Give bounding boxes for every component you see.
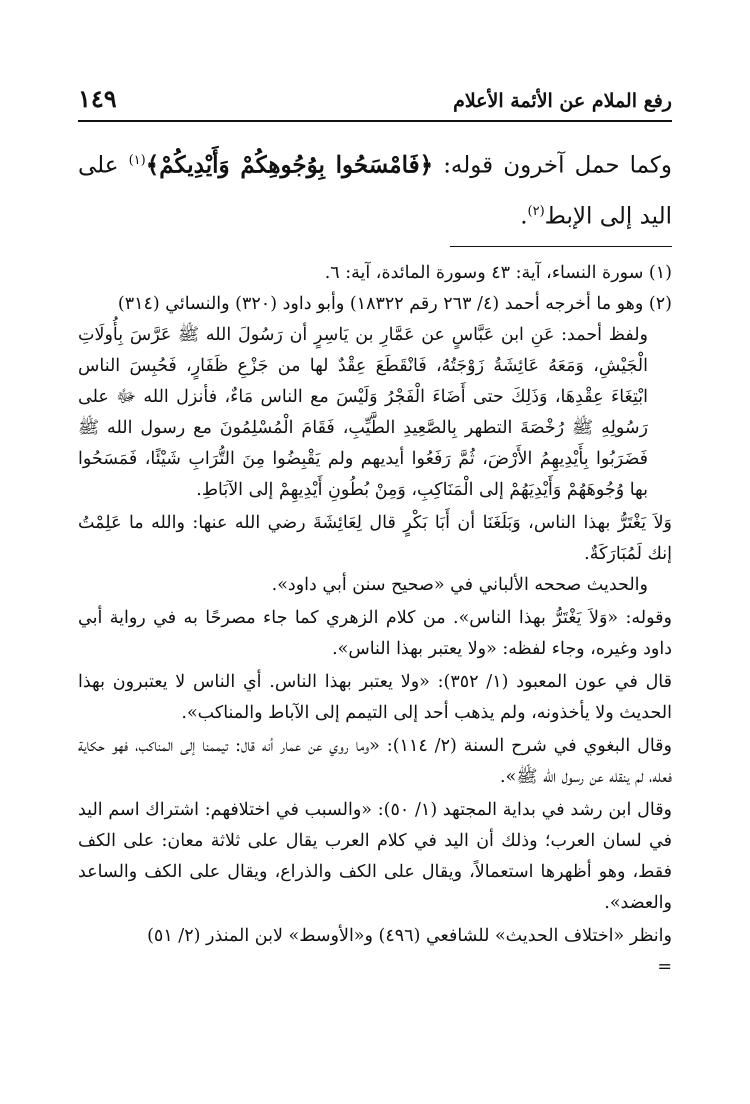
zuhri-note: وقوله: «وَلاَ يَغْتَرُّ بهذا الناس». من كلام الزهري كما جاء مصرحًا به في رواية أبي داود وغيره، وجاء لفظه: «ولا يعتبر بهذا الناس».: [78, 608, 672, 659]
continuation-mark: =: [657, 957, 672, 977]
quran-verse: ﴿فَامْسَحُوا بِوُجُوهِكُمْ وَأَيْدِيكُمْ﴾: [145, 151, 434, 179]
running-header: [78, 80, 672, 122]
footnotes: [78, 258, 672, 983]
footnote-2-intro: (٢) وهو ما أخرجه أحمد (٤/ ٢٦٣ رقم ١٨٣٢٢) وأبو داود (٣٢٠) والنسائي (٣١٤): [117, 294, 672, 314]
ahmad-hadith-text: ولفظ أحمد: عَنِ ابن عَبَّاسٍ عن عَمَّارِ بن يَاسِرٍ أن رَسُولَ الله ﷺ عَرَّسَ بِأُولَاتِ الْجَيْشِ، وَمَعَهُ عَائِشَةُ زَوْجَتُهُ، فَانْقَطَعَ عِقْدٌ لها من جَزْعِ ظَفَارٍ، فَحُبِسَ الناس ابْتِغَاءَ عِقْدِهَا، وَذَلِكَ حتى أَضَاءَ الْفَجْرُ وَلَيْسَ مع الناس مَاءٌ، فأنزل الله ﷻ على رَسُولِهِ ﷺ رُخْصَةَ التطهر بِالصَّعِيدِ الطَّيِّبِ، فَقَامَ الْمُسْلِمُونَ مع رسول الله ﷺ فَضَرَبُوا بِأَيْدِيهِمُ الأَرْضَ، ثُمَّ رَفَعُوا أيديهم ولم يَقْبِضُوا مِنَ التُّرَابِ شَيْئًا، فَمَسَحُوا بها وُجُوهَهُمْ وَأَيْدِيَهُمْ إلى الْمَنَاكِبِ، وَمِنْ بُطُونِ أَيْدِيهِمْ إلى الآبَاطِ.: [78, 325, 648, 500]
footnote-separator: [450, 246, 672, 247]
ahmad-hadith-continuation: وَلاَ يَغْتَرُّ بهذا الناس، وَبَلَغَنَا أن أَبَا بَكْرٍ قال لِعَائِشَةَ رضي الله عنها: والله ما عَلِمْتُ إنك لَمُبَارَكَةٌ.: [78, 513, 672, 564]
albani-grading: والحديث صححه الألباني في «صحيح سنن أبي داود».: [271, 575, 648, 595]
footnote-1: (١) سورة النساء، آية: ٤٣ وسورة المائدة، آية: ٦.: [324, 263, 672, 283]
footnote-ref-2[interactable]: (٢): [527, 203, 545, 219]
main-text: [78, 138, 672, 239]
baghawi-quote: وقال البغوي في شرح السنة (٢/ ١١٤): «وما روي عن عمار أنه قال: تيممنا إلى المناكب، فهو حكاية فعله، لم ينقله عن رسول الله ﷺ».: [78, 736, 672, 787]
book-title: رفع الملام عن الأئمة الأعلام: [453, 90, 672, 112]
see-also-reference: وانظر «اختلاف الحديث» للشافعي (٤٩٦) و«الأوسط» لابن المنذر (٢/ ٥١): [147, 926, 672, 946]
footnote-ref-1[interactable]: (١): [128, 153, 146, 168]
awn-al-mabud-quote: قال في عون المعبود (١/ ٣٥٢): «ولا يعتبر بهذا الناس. أي الناس لا يعتبرون بهذا الحديث ولا يأخذونه، ولم يذهب أحد إلى التيمم إلى الآباط والمناكب».: [78, 672, 673, 723]
page-number: ١٤٩: [78, 84, 117, 113]
end-text: .: [520, 203, 528, 230]
ibn-rushd-quote: وقال ابن رشد في بداية المجتهد (١/ ٥٠): «والسبب في اختلافهم: اشتراك اسم اليد في لسان العرب؛ وذلك أن اليد في كلام العرب يقال على ثلاثة معان: على الكف فقط، وهو أظهرها استعمالاً، ويقال على الكف والذراع، ويقال على الكف والساعد والعضد».: [78, 800, 673, 913]
middle-text: على اليد إلى الإبط: [78, 152, 672, 230]
intro-text: وكما حمل آخرون قوله:: [433, 152, 672, 179]
